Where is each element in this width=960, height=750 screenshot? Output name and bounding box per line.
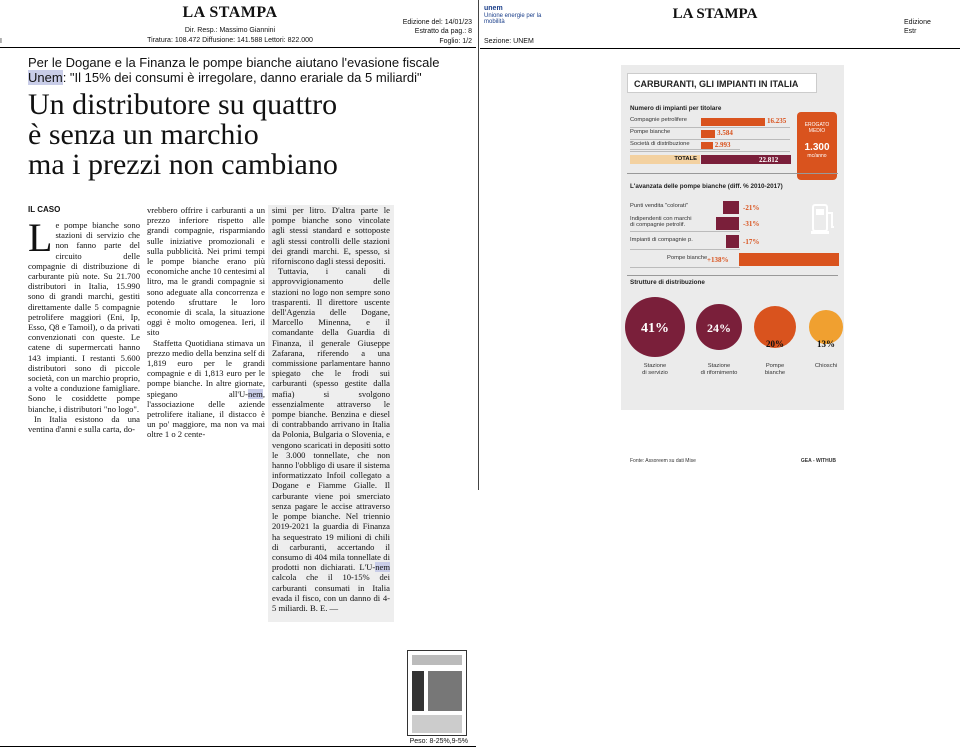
kicker-line-1: Per le Dogane e la Finanza le pompe bianche aiutano l'evasione fiscale	[28, 55, 440, 70]
signature: B. E. —	[309, 602, 339, 613]
col2-paragraph-1: vrebbero offrire i carburanti a un prezzo inferiore rispetto alle grandi compagnie, risparmiando sulle iniziative promozionali e sulla pubblicità. Nei primi tempi le pompe bianche erano più economiche anche 10 centesimi al litro, ma le grandi compagnie si sono adeguate alla concorrenza e potendo sfruttare le loro economie di scala, la situazione oggi è molto omogenea. Ieri, il sito	[147, 205, 265, 338]
owners-bar	[701, 130, 715, 138]
section-title-growth: L'avanzata delle pompe bianche (diff. % 2010-2017)	[630, 183, 783, 190]
circulation-line: Tiratura: 108.472 Diffusione: 141.588 Lettori: 822.000	[147, 37, 313, 44]
article-column-2	[147, 205, 265, 440]
headline-line-2: è senza un marchio	[28, 118, 259, 151]
growth-row-label: Impianti di compagnie p.	[630, 237, 693, 243]
edition-date: Edizione	[904, 19, 931, 26]
headline-line-1: Un distributore su quattro	[28, 88, 338, 121]
thumb-block	[412, 671, 424, 711]
kicker-line-2-rest: : "Il 15% dei consumi è irregolare, danno erariale da 5 miliardi"	[62, 70, 422, 85]
growth-row-label: Pompe bianche	[667, 255, 708, 261]
newspaper-page-2	[480, 0, 960, 750]
col1-paragraph-2: In Italia esistono da una ventina d'anni e sulla carta, do-	[28, 413, 140, 435]
footer-rule	[0, 746, 476, 747]
owners-value: 2.993	[714, 141, 731, 149]
growth-row-label: di compagnie petrolif.	[630, 222, 686, 228]
col2-paragraph-2	[147, 338, 265, 440]
structure-pct: 20%	[766, 339, 784, 349]
col3-p2-text-after: calcola che il 10-15% dei carburanti consumati in Italia evada il fisco, con un danno di 4-5 miliardi.	[272, 572, 390, 613]
owners-bar	[701, 118, 765, 126]
newspaper-page-1	[0, 0, 478, 750]
row-separator	[630, 151, 790, 152]
total-value: 22.812	[759, 156, 779, 164]
growth-bar	[739, 253, 839, 266]
structure-pct: 13%	[817, 339, 835, 349]
row-separator	[630, 267, 740, 268]
row-separator	[630, 127, 790, 128]
growth-value: +138%	[707, 256, 729, 264]
structure-pct: 41%	[641, 321, 669, 336]
highlight-unem: nem	[375, 562, 390, 573]
infographic	[621, 65, 844, 464]
structure-caption-2: bianche	[764, 370, 786, 376]
section-divider	[627, 173, 838, 174]
headline	[28, 90, 448, 180]
section-label: IL CASO	[28, 205, 61, 214]
highlight-unem: nem	[248, 388, 263, 399]
article-column-3	[272, 205, 390, 613]
owners-value: 16.235	[767, 117, 787, 125]
director-line: Dir. Resp.: Massimo Giannini	[184, 27, 276, 34]
growth-bar	[726, 235, 739, 248]
thumb-block	[412, 655, 462, 665]
masthead: LA STAMPA	[182, 4, 278, 21]
section-title-owners: Numero di impianti per titolare	[630, 105, 722, 112]
header-rule	[480, 48, 960, 49]
structure-caption-1: Pompe	[765, 363, 785, 369]
col3-p2-text: Tuttavia, i canali di approvvigionamento delle stazioni no logo non sempre sono trasparenti. Il direttore uscente dell'Agenzia delle Dogane, Marcello Minenna, e il comandante della Guardia di Finanza, il generale Giuseppe Zafarana, riferendo a una commissione parlamentare hanno spiegato che le frodi sui carburanti (spesso gestite dalla mafia) si svolgono essenzialmente attraverso le pompe bianche. Benzina e diesel di contrabbando arrivano in Italia da Polonia, Bulgaria o Slovenia, e vengono scaricati in depositi sotto le 3.000 tonnellate, che non hanno l'obbligo di usare il sistema informatizzato Infoil collegato a Dogane e Fiamme Gialle. Il carburante viene poi smerciato senza pagare le accise attraverso le pompe bianche. Nel triennio 2019-2021 la guardia di Finanza ha sequestrato 19 milioni di chili di carburanti, accertando il consumo di 404 mila tonnellate di prodotti non dichiarati. L'U-	[272, 266, 390, 573]
estratto-page: Estratto da pag.: 8	[414, 28, 472, 36]
col3-paragraph-1: simi per litro. D'altra parte le pompe bianche sono vincolate agli stessi standard e sottoposte agli stessi controlli delle stazioni dei grandi marchi. E, spesso, si riforniscono dagli stessi depositi.	[272, 205, 390, 267]
edition-date: Edizione del: 14/01/23	[402, 19, 472, 26]
page-divider	[478, 0, 479, 490]
col2-p2-text: Staffetta Quotidiana stimava un prezzo medio della benzina self di 1,819 euro per le grandi compagnie e di 1,813 euro per le pompe bianche. In altre giornate, spiegano all'U-	[147, 337, 265, 399]
header-rule	[0, 47, 476, 48]
unem-logo-text: unem	[484, 5, 503, 12]
kicker-line-2	[28, 70, 422, 85]
growth-value: -21%	[743, 204, 760, 212]
owners-row-label: Società di distribuzione	[630, 141, 690, 147]
structure-pct: 24%	[707, 321, 731, 335]
growth-bar	[716, 217, 739, 230]
foglio: Foglio: 1/2	[439, 37, 472, 45]
erogato-unit: mc/anno	[807, 153, 827, 159]
owners-value: 3.584	[717, 129, 733, 137]
structure-caption-2: di servizio	[642, 370, 668, 376]
growth-value: -31%	[743, 220, 760, 228]
estratto-page: Estr	[904, 28, 917, 35]
erogato-value: 1.300	[804, 142, 830, 153]
col3-paragraph-2	[272, 266, 390, 613]
col2-p2-text-after: , l'associazione delle aziende petrolifere italiane, il distacco è un po' maggiore, ma non va mai oltre 1 o 2 cente-	[147, 388, 265, 440]
thumb-block	[428, 671, 462, 711]
source-note: Fonte: Assoreem su dati Mise	[630, 458, 696, 464]
section-divider	[627, 275, 838, 276]
row-separator	[630, 249, 740, 250]
structure-caption-1: Stazione	[643, 363, 667, 369]
unem-logo	[484, 6, 544, 26]
section-name: Sezione: UNEM	[484, 38, 534, 45]
growth-bar	[723, 201, 739, 214]
row-separator	[630, 139, 790, 140]
article-column-1	[28, 215, 140, 435]
growth-row-label: Indipendenti con marchi	[630, 216, 692, 222]
structure-caption-1: Stazione	[707, 363, 731, 369]
row-separator	[630, 149, 740, 150]
growth-row-label: Punti vendita "colorati"	[630, 203, 688, 209]
owners-row-label: Pompe bianche	[630, 129, 671, 135]
page-thumbnail	[407, 650, 467, 736]
thumb-block	[412, 715, 462, 733]
masthead: LA STAMPA	[672, 6, 758, 22]
structure-caption-2: di rifornimento	[700, 370, 738, 376]
owners-row-label: Compagnie petrolifere	[630, 117, 688, 123]
row-separator	[630, 231, 740, 232]
total-label: TOTALE	[674, 156, 697, 162]
infographic-title: CARBURANTI, GLI IMPIANTI IN ITALIA	[627, 73, 817, 93]
unem-logo-sub: Unione energie per la mobilità	[484, 12, 542, 25]
edition-info	[352, 18, 472, 46]
edition-info	[904, 18, 960, 36]
credit: GEA - WITHUB	[800, 458, 836, 464]
section-title-structures: Strutture di distribuzione	[630, 279, 705, 286]
headline-line-3: ma i prezzi non cambiano	[28, 148, 338, 181]
highlight-unem: Unem	[28, 70, 63, 85]
left-edge-mark: I	[0, 38, 2, 45]
peso-label: Peso: 8-25%,9-5%	[409, 738, 468, 745]
structure-caption-1: Chioschi	[814, 363, 838, 369]
erogato-label: EROGATO MEDIO	[804, 122, 830, 134]
dropcap: L	[28, 215, 53, 260]
fuel-pump-icon	[811, 201, 837, 235]
growth-value: -17%	[743, 238, 760, 246]
col1-paragraph-1: e pompe bianche sono stazioni di servizio che non fanno parte del circuito delle compagnie di distribuzione di carburante più note. Su 21.700 distributori in Italia, 15.990 sono di grandi marchi, gestiti direttamente dalle 5 compagnie petrolifere maggiori (Eni, Ip, Esso, Q8 e Tamoil), o da privati convenzionati con queste. Le catene di supermercati hanno 143 impianti. I restanti 5.600 distributori sono di piccole società, con un marchio proprio, a volte a conduzione famigliare. Sono le cosiddette pompe bianche, i distributori "no logo".	[28, 220, 140, 414]
erogato-box	[797, 112, 837, 180]
